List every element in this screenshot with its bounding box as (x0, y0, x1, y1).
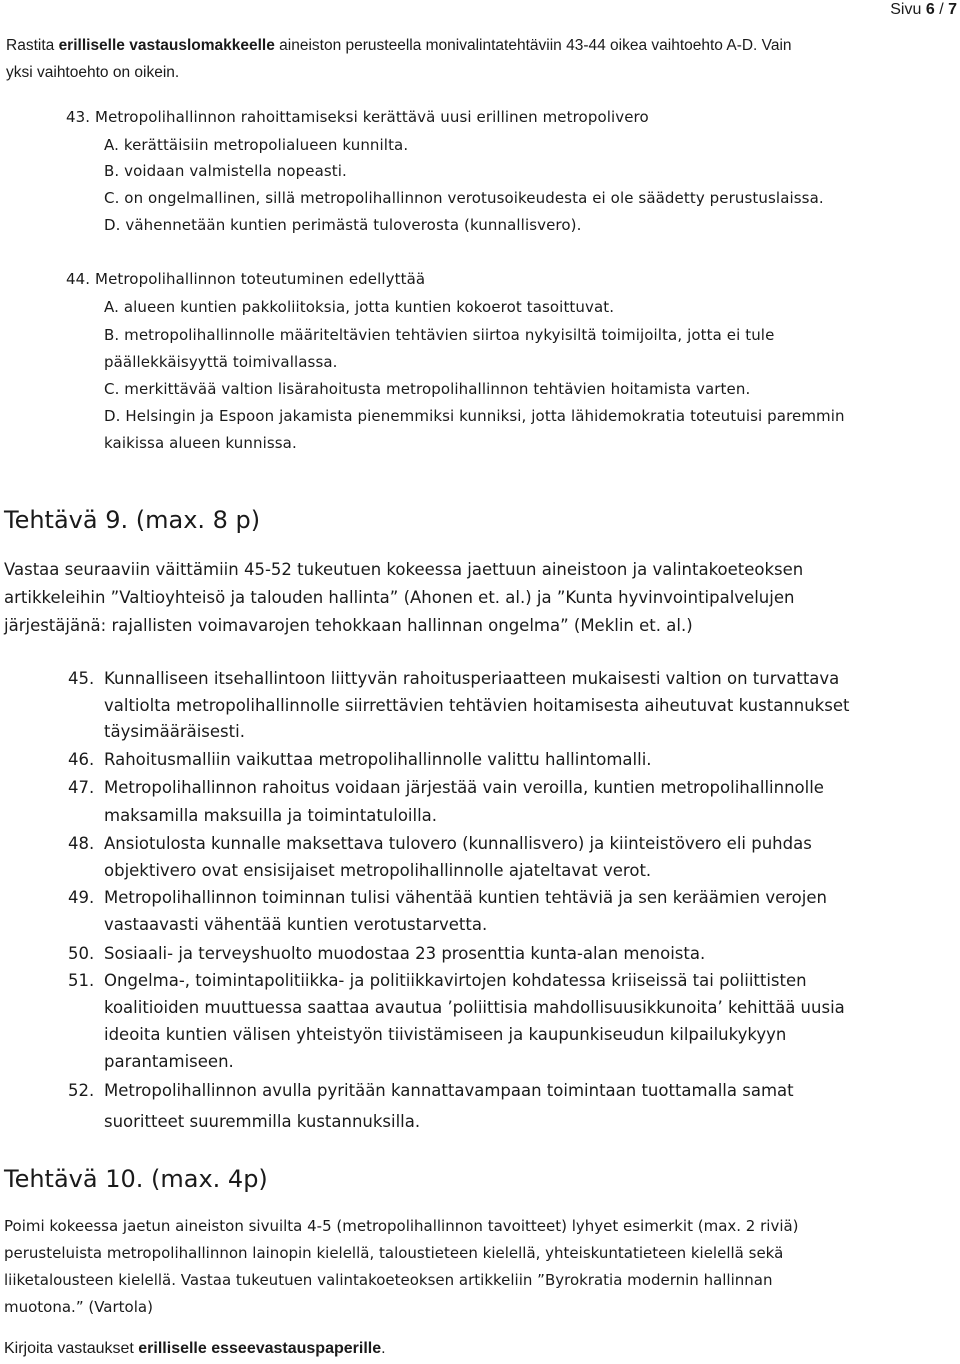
question-44-option-d: D. Helsingin ja Espoon jakamista pienemmiksi kunniksi, jotta lähidemokratia toteutuisi paremmin (104, 407, 845, 425)
statement-48-number: 48. (68, 834, 95, 853)
question-44-option-c: C. merkittävää valtion lisärahoitusta metropolihallinnon tehtävien hoitamista varten. (104, 380, 751, 398)
statement-50-line: Sosiaali- ja terveyshuolto muodostaa 23 prosenttia kunta-alan menoista. (104, 944, 706, 963)
task-9-heading: Tehtävä 9. (max. 8 p) (4, 506, 261, 534)
statement-49-line: vastaavasti vähentää kuntien verotustarvetta. (104, 915, 488, 934)
task-10-instructions-4: muotona.” (Vartola) (4, 1298, 153, 1316)
statement-45-line: täysimääräisesti. (104, 722, 245, 741)
task-10-instructions-1: Poimi kokeessa jaetun aineiston sivuilta 4-5 (metropolihallinnon tavoitteet) lyhyet esimerkit (max. 2 riviä) (4, 1217, 799, 1235)
task-10-heading: Tehtävä 10. (max. 4p) (4, 1165, 268, 1193)
statement-45-line: valtiolta metropolihallinnolle siirrettävien tehtävien hoitamisesta aiheutuvat kustannukset (104, 696, 850, 715)
question-43-title: 43. Metropolihallinnon rahoittamiseksi kerättävä uusi erillinen metropolivero (66, 108, 649, 126)
statement-52-line: suoritteet suuremmilla kustannuksilla. (104, 1112, 421, 1131)
question-44-option-a: A. alueen kuntien pakkoliitoksia, jotta kuntien kokoerot tasoittuvat. (104, 298, 615, 316)
final-instruction: Kirjoita vastaukset erilliselle esseevastauspaperille. (4, 1340, 386, 1357)
intro-line-2: yksi vaihtoehto on oikein. (6, 64, 180, 81)
task-9-instructions-1: Vastaa seuraaviin väittämiin 45-52 tukeutuen kokeessa jaettuun aineistoon ja valintakoeteoksen (4, 560, 804, 579)
statement-47-line: maksamilla maksuilla ja toimintatuloilla. (104, 806, 438, 825)
question-43-option-d: D. vähennetään kuntien perimästä tuloverosta (kunnallisvero). (104, 216, 582, 234)
question-44-option-d-cont: kaikissa alueen kunnissa. (104, 434, 297, 452)
statement-51-line: parantamiseen. (104, 1052, 234, 1071)
page-number: Sivu 6 / 7 (890, 1, 957, 18)
question-43-option-b: B. voidaan valmistella nopeasti. (104, 162, 347, 180)
task-10-instructions-3: liiketalousteen kielellä. Vastaa tukeutuen valintakoeteoksen artikkeliin ”Byrokratia modernin hallinnan (4, 1271, 773, 1289)
question-44-title: 44. Metropolihallinnon toteutuminen edellyttää (66, 270, 426, 288)
question-44-option-b-cont: päällekkäisyyttä toimivallassa. (104, 353, 338, 371)
statement-48-line: Ansiotulosta kunnalle maksettava tulovero (kunnallisvero) ja kiinteistövero eli puhdas (104, 834, 812, 853)
statement-46-line: Rahoitusmalliin vaikuttaa metropolihallinnolle valittu hallintomalli. (104, 750, 652, 769)
statement-51-line: ideoita kuntien välisen yhteistyön tiivistämiseen ja kaupunkiseudun kilpailukykyyn (104, 1025, 787, 1044)
question-43-option-a: A. kerättäisiin metropolialueen kunnilta. (104, 136, 409, 154)
statement-52-number: 52. (68, 1081, 95, 1100)
question-44-option-b: B. metropolihallinnolle määriteltävien tehtävien siirtoa nykyisiltä toimijoilta, jotta ei tule (104, 326, 775, 344)
statement-47-number: 47. (68, 778, 95, 797)
statement-46-number: 46. (68, 750, 95, 769)
statement-45-number: 45. (68, 669, 95, 688)
statement-49-line: Metropolihallinnon toiminnan tulisi vähentää kuntien tehtäviä ja sen keräämien verojen (104, 888, 827, 907)
statement-45-line: Kunnalliseen itsehallintoon liittyvän rahoitusperiaatteen mukaisesti valtion on turvattava (104, 669, 840, 688)
statement-52-line: Metropolihallinnon avulla pyritään kannattavampaan toimintaan tuottamalla samat (104, 1081, 794, 1100)
statement-48-line: objektivero ovat ensisijaiset metropolihallinnolle ajateltavat verot. (104, 861, 652, 880)
statement-51-line: Ongelma-, toimintapolitiikka- ja politiikkavirtojen kohdatessa kriiseissä tai poliittisten (104, 971, 807, 990)
statement-50-number: 50. (68, 944, 95, 963)
statement-51-line: koalitioiden muuttuessa saattaa avautua ’poliittisia mahdollisuusikkunoita’ kehittää uusia (104, 998, 845, 1017)
statement-49-number: 49. (68, 888, 95, 907)
statement-51-number: 51. (68, 971, 95, 990)
task-9-instructions-3: järjestäjänä: rajallisten voimavarojen tehokkaan hallinnan ongelma” (Meklin et. al.) (4, 616, 693, 635)
statement-47-line: Metropolihallinnon rahoitus voidaan järjestää vain veroilla, kuntien metropolihallinnolle (104, 778, 824, 797)
task-10-instructions-2: perusteluista metropolihallinnon lainopin kielellä, taloustieteen kielellä, yhteiskuntatieteen kielellä sekä (4, 1244, 784, 1262)
question-43-option-c: C. on ongelmallinen, sillä metropolihallinnon verotusoikeudesta ei ole säädetty perustuslaissa. (104, 189, 824, 207)
intro-line-1: Rastita erilliselle vastauslomakkeelle aineiston perusteella monivalintatehtäviin 43-44 oikea vaihtoehto A-D. Vain (6, 37, 792, 54)
task-9-instructions-2: artikkeleihin ”Valtioyhteisö ja talouden hallinta” (Ahonen et. al.) ja ”Kunta hyvinvointipalvelujen (4, 588, 795, 607)
